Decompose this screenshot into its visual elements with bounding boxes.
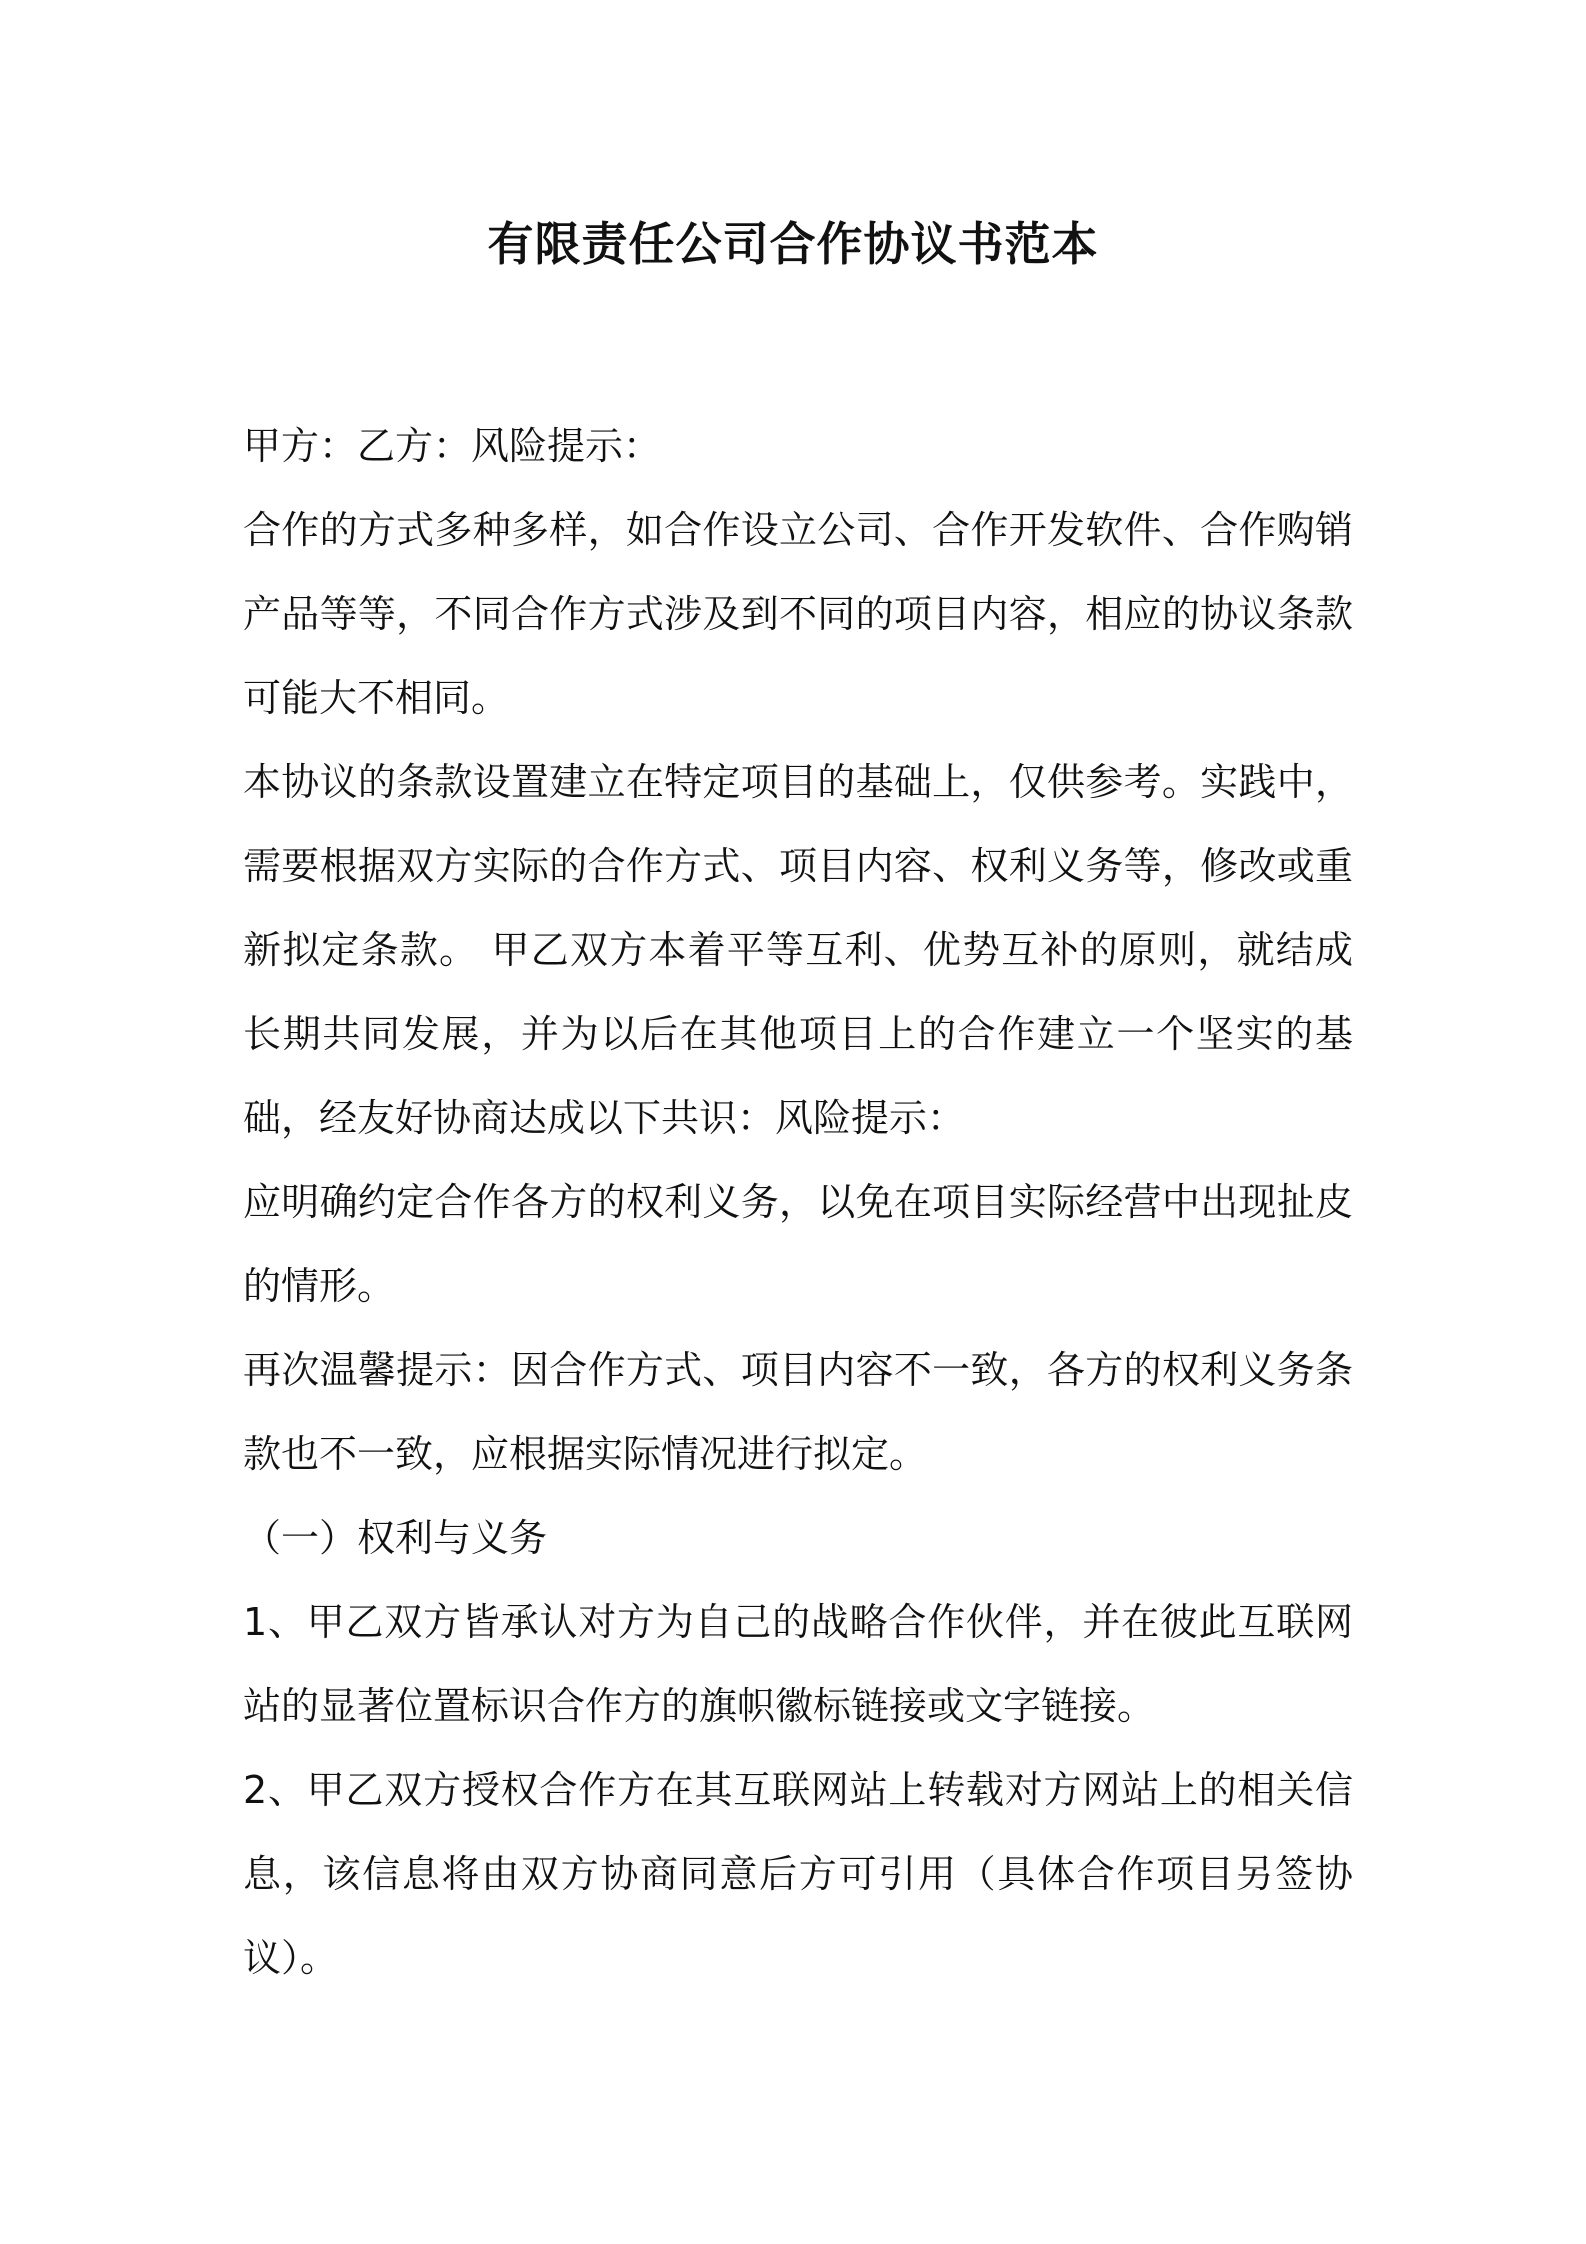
paragraph-reference-note: 本协议的条款设置建立在特定项目的基础上，仅供参考。实践中，需要根据双方实际的合作方式、项目内容、权利义务等，修改或重新拟定条款。 甲乙双方本着平等互利、优势互补的原则，就结成长期共同发展，并为以后在其他项目上的合作建立一个坚实的基础，经友好协商达成以下共识：风险提示： [243, 760, 1353, 1140]
document-body [243, 404, 1353, 2000]
paragraph-reminder: 再次温馨提示：因合作方式、项目内容不一致，各方的权利义务条款也不一致，应根据实际情况进行拟定。 [243, 1348, 1353, 1476]
clause-item: 2、甲乙双方授权合作方在其互联网站上转载对方网站上的相关信息，该信息将由双方协商同意后方可引用（具体合作项目另签协议）。 [243, 1768, 1353, 1980]
section-heading: （一）权利与义务 [243, 1516, 548, 1560]
paragraph-cooperation-methods: 合作的方式多种多样，如合作设立公司、合作开发软件、合作购销产品等等，不同合作方式涉及到不同的项目内容，相应的协议条款可能大不相同。 [243, 508, 1353, 720]
clause-item: 1、甲乙双方皆承认对方为自己的战略合作伙伴，并在彼此互联网站的显著位置标识合作方的旗帜徽标链接或文字链接。 [243, 1600, 1353, 1728]
parties-line: 甲方：乙方：风险提示： [243, 424, 662, 468]
paragraph-rights-obligations-note: 应明确约定合作各方的权利义务，以免在项目实际经营中出现扯皮的情形。 [243, 1180, 1353, 1308]
document-title: 有限责任公司合作协议书范本 [487, 217, 1099, 271]
